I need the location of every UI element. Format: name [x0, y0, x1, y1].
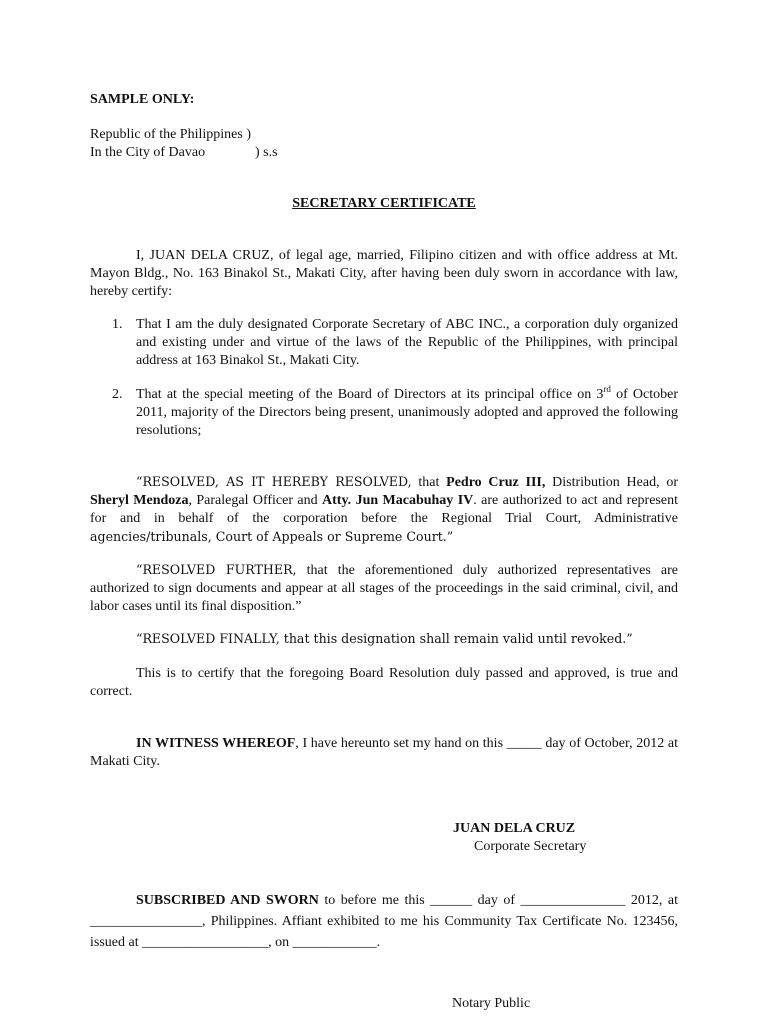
- resolution-1: “RESOLVED, AS IT HEREBY RESOLVED, that Pedro Cruz III, Distribution Head, or Sheryl Mendoza, Paralegal Officer and Atty. Jun Macabuhay IV. are authorized to act and represent for and in behalf of the corporation before the Regional Trial Court, Administrative agencies/tribunals, Court of Appeals or Supreme Court.”: [90, 474, 678, 544]
- certification-list-2: [90, 386, 678, 440]
- venue-ss: ) s.s: [255, 145, 278, 160]
- list-item-text: That I am the duly designated Corporate Secretary of ABC INC., a corporation duly organized and existing under and virtue of the laws of the Republic of the Philippines, with principal address at 163 Binakol St., Makati City.: [136, 317, 678, 368]
- jurat-paragraph: SUBSCRIBED AND SWORN to before me this ______ day of _______________ 2012, at ________________, Philippines. Affiant exhibited to me his Community Tax Certificate No. 123456, issued at __________________, on ____________.: [90, 893, 679, 950]
- representative-name-2: Sheryl Mendoza: [90, 493, 189, 508]
- certification-list: [90, 316, 678, 370]
- resolution-2: “RESOLVED FURTHER, that the aforementioned duly authorized representatives are authorized to sign documents and appear at all stages of the proceedings in the said criminal, civil, and labor cases until its final disposition.”: [90, 562, 678, 614]
- representative-name-3: Atty. Jun Macabuhay IV: [322, 493, 474, 508]
- signatory-block: [453, 820, 653, 856]
- sample-label: SAMPLE ONLY:: [90, 92, 195, 107]
- resolution-3: “RESOLVED FINALLY, that this designation shall remain valid until revoked.”: [136, 631, 633, 646]
- signatory-name: JUAN DELA CRUZ: [453, 821, 576, 836]
- jurat-heading: SUBSCRIBED AND SWORN: [136, 893, 319, 908]
- list-item: [90, 386, 678, 440]
- witness-heading: IN WITNESS WHEREOF: [136, 736, 296, 751]
- intro-paragraph: I, JUAN DELA CRUZ, of legal age, married, Filipino citizen and with office address at Mt. Mayon Bldg., No. 163 Binakol St., Makati City, after having been duly sworn in accordance with law, hereby certify:: [90, 248, 678, 299]
- signatory-title: Corporate Secretary: [474, 839, 587, 854]
- list-item-text: That at the special meeting of the Board of Directors at its principal office on 3rd of October 2011, majority of the Directors being present, unanimously adopted and approved the following resolutions;: [136, 384, 678, 438]
- document-page: [90, 0, 678, 1024]
- representative-name-1: Pedro Cruz III,: [446, 475, 546, 490]
- certify-paragraph: This is to certify that the foregoing Board Resolution duly passed and approved, is true and correct.: [90, 666, 678, 699]
- venue-city: In the City of Davao: [90, 145, 206, 160]
- document-title: SECRETARY CERTIFICATE: [292, 196, 476, 211]
- notary-label: Notary Public: [452, 996, 531, 1011]
- ordinal-suffix: rd: [603, 384, 611, 394]
- list-item-number: 1.: [112, 317, 123, 332]
- venue-line-1: Republic of the Philippines ): [90, 127, 251, 142]
- list-item-number: 2.: [112, 387, 123, 402]
- list-item: [90, 316, 678, 370]
- witness-paragraph: IN WITNESS WHEREOF, I have hereunto set my hand on this _____ day of October, 2012 at Makati City.: [90, 736, 678, 769]
- venue-line-2: [90, 144, 678, 162]
